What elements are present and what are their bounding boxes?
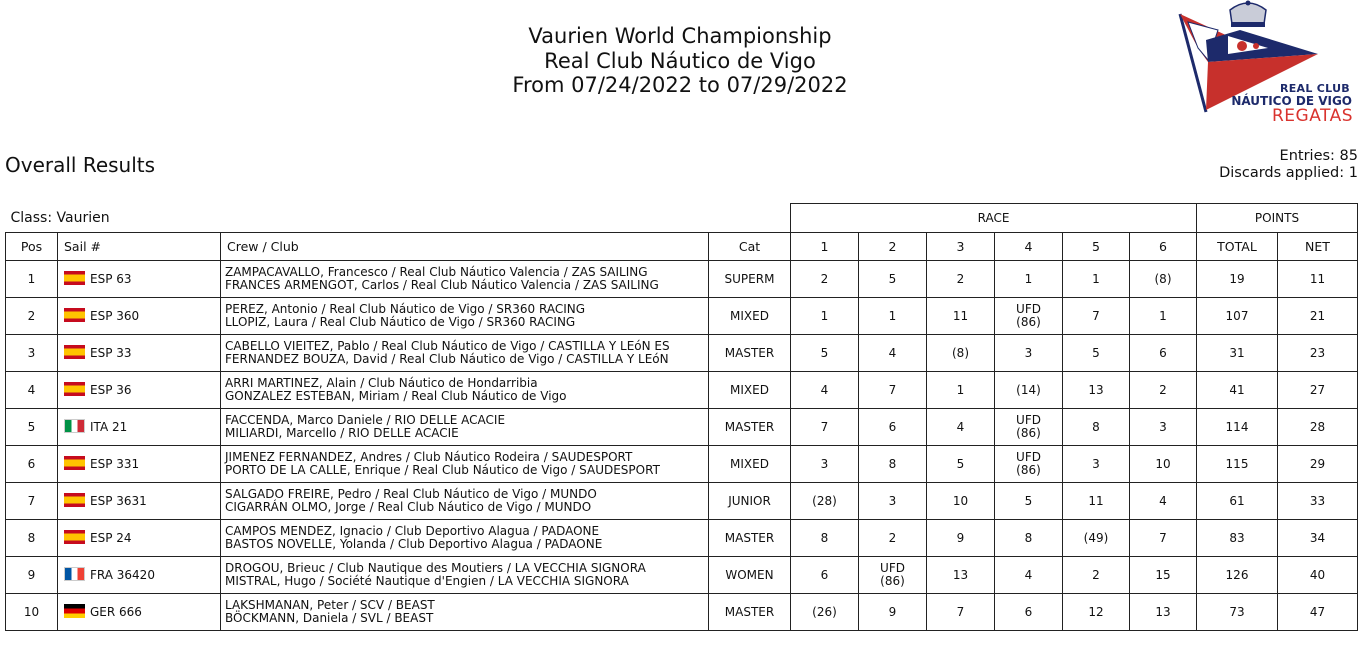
race-4-score	[995, 409, 1063, 446]
race-score-value: 7	[1092, 308, 1100, 323]
total-points-cell: 31	[1197, 335, 1278, 372]
sail-number: ITA 21	[90, 419, 128, 434]
race-3-score	[927, 409, 995, 446]
logo-text-real-club: REAL CLUB	[1279, 82, 1350, 95]
ita-flag-icon	[64, 419, 85, 433]
race-score-value: 6	[1159, 345, 1167, 360]
category-cell: SUPERM	[709, 261, 791, 298]
esp-flag-icon	[64, 271, 85, 285]
race-4-score	[995, 298, 1063, 335]
race-score-value: (8)	[952, 345, 969, 360]
table-row	[6, 557, 1358, 594]
total-points-cell: 83	[1197, 520, 1278, 557]
race-score-value: UFD	[880, 561, 905, 575]
total-points-cell: 19	[1197, 261, 1278, 298]
race-score-value: 3	[1159, 419, 1167, 434]
race-score-value: 8	[1024, 530, 1033, 545]
sail-cell	[58, 335, 221, 372]
race-2-score	[859, 557, 927, 594]
race-6-score	[1130, 298, 1197, 335]
race-6-score	[1130, 594, 1197, 631]
race-1-score	[791, 335, 859, 372]
race-2-score	[859, 520, 927, 557]
race-6-score	[1130, 520, 1197, 557]
race-score-value: 13	[1155, 604, 1171, 619]
table-row	[6, 335, 1358, 372]
race-1-score	[791, 446, 859, 483]
category-cell: MIXED	[709, 372, 791, 409]
race-2-score	[859, 298, 927, 335]
col-pos: Pos	[6, 233, 58, 261]
race-score-value: 7	[956, 604, 965, 619]
race-1-score	[791, 261, 859, 298]
net-points-cell: 47	[1278, 594, 1358, 631]
crew-name: BÖCKMANN, Daniela / SVL / BEAST	[225, 611, 434, 625]
crew-name: MILIARDI, Marcello / RIO DELLE ACACIE	[225, 426, 459, 440]
table-row	[6, 372, 1358, 409]
position-cell: 3	[6, 335, 58, 372]
table-row	[6, 446, 1358, 483]
race-score-value: UFD	[1016, 302, 1041, 316]
title-line-2: Real Club Náutico de Vigo	[544, 48, 816, 73]
category-cell: MASTER	[709, 520, 791, 557]
helm-name: PEREZ, Antonio / Real Club Náutico de Vigo / SR360 RACING	[225, 302, 586, 316]
helm-name: ARRI MARTINEZ, Alain / Club Náutico de Hondarribia	[225, 376, 538, 390]
race-score-value: 1	[1092, 271, 1100, 286]
sail-cell	[58, 409, 221, 446]
helm-name: CABELLO VIEITEZ, Pablo / Real Club Náutico de Vigo / CASTILLA Y LEóN ES	[225, 339, 670, 353]
race-score-value: 5	[820, 345, 829, 360]
col-race-1: 1	[791, 233, 859, 261]
race-6-score	[1130, 335, 1197, 372]
race-2-score	[859, 261, 927, 298]
race-score-value: (49)	[1083, 530, 1109, 545]
helm-name: ZAMPACAVALLO, Francesco / Real Club Náutico Valencia / ZAS SAILING	[225, 265, 648, 279]
esp-flag-icon	[64, 382, 85, 396]
sail-number: ESP 63	[90, 271, 132, 286]
race-1-score	[791, 594, 859, 631]
col-sail: Sail #	[58, 233, 221, 261]
table-row	[6, 298, 1358, 335]
sail-number: ESP 24	[90, 530, 132, 545]
race-2-score	[859, 409, 927, 446]
race-4-score	[995, 261, 1063, 298]
results-meta	[1219, 148, 1358, 181]
crew-cell	[221, 409, 709, 446]
col-net: NET	[1278, 233, 1358, 261]
race-score-penalty: (86)	[880, 574, 905, 588]
crew-name: FERNANDEZ BOUZA, David / Real Club Náutico de Vigo / CASTILLA Y LEóN	[225, 352, 669, 366]
crew-cell	[221, 298, 709, 335]
total-points-cell: 115	[1197, 446, 1278, 483]
col-race-4: 4	[995, 233, 1063, 261]
race-score-value: 7	[888, 382, 897, 397]
esp-flag-icon	[64, 308, 85, 322]
crew-cell	[221, 557, 709, 594]
position-cell: 10	[6, 594, 58, 631]
race-score-value: 12	[1088, 604, 1104, 619]
category-cell: MASTER	[709, 594, 791, 631]
race-score-value: 11	[952, 308, 969, 323]
esp-flag-icon	[64, 493, 85, 507]
race-4-score	[995, 594, 1063, 631]
race-2-score	[859, 446, 927, 483]
race-5-score	[1063, 557, 1130, 594]
total-points-cell: 41	[1197, 372, 1278, 409]
race-3-score	[927, 557, 995, 594]
race-1-score	[791, 372, 859, 409]
race-score-value: 5	[956, 456, 965, 471]
race-5-score	[1063, 409, 1130, 446]
position-cell: 7	[6, 483, 58, 520]
category-cell: MASTER	[709, 409, 791, 446]
race-score-value: (26)	[812, 604, 837, 619]
race-score-value: 3	[820, 456, 829, 471]
race-score-value: 6	[820, 567, 829, 582]
race-score-value: 4	[1159, 493, 1167, 508]
race-group-header: RACE	[791, 204, 1197, 233]
race-score-value: 8	[820, 530, 829, 545]
race-score-value: 3	[1092, 456, 1100, 471]
race-3-score	[927, 298, 995, 335]
club-logo	[1168, 0, 1364, 130]
total-points-cell: 114	[1197, 409, 1278, 446]
table-row	[6, 409, 1358, 446]
category-cell: MIXED	[709, 298, 791, 335]
total-points-cell: 107	[1197, 298, 1278, 335]
group-header-row	[6, 204, 1358, 233]
crew-name: MISTRAL, Hugo / Société Nautique d'Engien / LA VECCHIA SIGNORA	[225, 574, 629, 588]
race-score-value: 7	[1159, 530, 1167, 545]
race-score-value: 8	[888, 456, 897, 471]
net-points-cell: 33	[1278, 483, 1358, 520]
crew-cell	[221, 594, 709, 631]
position-cell: 8	[6, 520, 58, 557]
race-score-value: 4	[888, 345, 897, 360]
race-score-value: 2	[888, 530, 897, 545]
net-points-cell: 21	[1278, 298, 1358, 335]
race-6-score	[1130, 409, 1197, 446]
crew-cell	[221, 261, 709, 298]
race-score-value: 1	[1024, 271, 1033, 286]
fra-flag-icon	[64, 567, 85, 581]
race-1-score	[791, 483, 859, 520]
col-race-5: 5	[1063, 233, 1130, 261]
race-5-score	[1063, 483, 1130, 520]
race-score-value: 4	[820, 382, 829, 397]
total-points-cell: 73	[1197, 594, 1278, 631]
race-5-score	[1063, 298, 1130, 335]
ger-flag-icon	[64, 604, 85, 618]
sail-number: ESP 331	[90, 456, 140, 471]
race-1-score	[791, 520, 859, 557]
race-score-value: 8	[1092, 419, 1100, 434]
crew-name: BASTOS NOVELLE, Yolanda / Club Deportivo Alagua / PADAONE	[225, 537, 603, 551]
race-score-value: (28)	[812, 493, 837, 508]
sail-number: ESP 36	[90, 382, 132, 397]
column-header-row	[6, 233, 1358, 261]
title-line-1: Vaurien World Championship	[528, 24, 832, 48]
race-5-score	[1063, 261, 1130, 298]
entries-count: Entries: 85	[1279, 148, 1358, 164]
esp-flag-icon	[64, 530, 85, 544]
race-5-score	[1063, 335, 1130, 372]
points-group-header: POINTS	[1197, 204, 1358, 233]
class-label: Class: Vaurien	[10, 209, 110, 226]
category-cell: MASTER	[709, 335, 791, 372]
sail-cell	[58, 298, 221, 335]
helm-name: CAMPOS MENDEZ, Ignacio / Club Deportivo Alagua / PADAONE	[225, 524, 600, 538]
race-score-value: UFD	[1016, 450, 1041, 464]
esp-flag-icon	[64, 456, 85, 470]
col-crew: Crew / Club	[221, 233, 709, 261]
race-score-value: 15	[1155, 567, 1171, 582]
crew-cell	[221, 520, 709, 557]
race-3-score	[927, 520, 995, 557]
race-1-score	[791, 298, 859, 335]
race-3-score	[927, 594, 995, 631]
helm-name: DROGOU, Brieuc / Club Nautique des Moutiers / LA VECCHIA SIGNORA	[225, 561, 646, 575]
sail-cell	[58, 520, 221, 557]
category-cell: JUNIOR	[709, 483, 791, 520]
crew-name: GONZALEZ ESTEBAN, Miriam / Real Club Náutico de Vigo	[225, 389, 567, 403]
crew-name: LLOPIZ, Laura / Real Club Náutico de Vigo / SR360 RACING	[225, 315, 576, 329]
col-race-3: 3	[927, 233, 995, 261]
position-cell: 2	[6, 298, 58, 335]
total-points-cell: 126	[1197, 557, 1278, 594]
race-1-score	[791, 409, 859, 446]
crew-cell	[221, 335, 709, 372]
helm-name: FACCENDA, Marco Daniele / RIO DELLE ACACIE	[225, 413, 506, 427]
race-score-value: 9	[888, 604, 897, 619]
race-score-value: 11	[1088, 493, 1104, 508]
race-2-score	[859, 594, 927, 631]
net-points-cell: 11	[1278, 261, 1358, 298]
category-cell: MIXED	[709, 446, 791, 483]
results-table	[5, 203, 1358, 631]
sail-number: FRA 36420	[90, 567, 155, 582]
sail-cell	[58, 446, 221, 483]
race-score-value: (14)	[1016, 382, 1041, 397]
race-2-score	[859, 372, 927, 409]
crew-name: FRANCES ARMENGOT, Carlos / Real Club Náutico Valencia / ZAS SAILING	[225, 278, 659, 292]
col-total: TOTAL	[1197, 233, 1278, 261]
category-cell: WOMEN	[709, 557, 791, 594]
esp-flag-icon	[64, 345, 85, 359]
col-race-6: 6	[1130, 233, 1197, 261]
table-row	[6, 483, 1358, 520]
position-cell: 5	[6, 409, 58, 446]
sail-number: ESP 33	[90, 345, 132, 360]
race-3-score	[927, 483, 995, 520]
document-title	[430, 24, 930, 98]
race-score-penalty: (86)	[1016, 463, 1041, 477]
race-score-value: 3	[1024, 345, 1033, 360]
race-3-score	[927, 372, 995, 409]
race-score-value: 6	[1024, 604, 1033, 619]
race-6-score	[1130, 261, 1197, 298]
helm-name: SALGADO FREIRE, Pedro / Real Club Náutico de Vigo / MUNDO	[225, 487, 597, 501]
race-2-score	[859, 335, 927, 372]
race-score-value: 4	[956, 419, 965, 434]
race-score-value: 2	[1159, 382, 1167, 397]
race-6-score	[1130, 483, 1197, 520]
logo-text-nautico: NÁUTICO DE VIGO	[1231, 94, 1352, 108]
race-score-value: 1	[888, 308, 897, 323]
race-score-value: 3	[888, 493, 897, 508]
race-5-score	[1063, 372, 1130, 409]
race-score-value: 2	[820, 271, 829, 286]
sail-cell	[58, 372, 221, 409]
crew-cell	[221, 372, 709, 409]
race-score-value: (8)	[1154, 271, 1172, 286]
crew-name: CIGARRÁN OLMO, Jorge / Real Club Náutico de Vigo / MUNDO	[225, 500, 592, 514]
col-cat: Cat	[709, 233, 791, 261]
race-score-value: 5	[1092, 345, 1100, 360]
race-score-value: 4	[1024, 567, 1033, 582]
race-score-value: 2	[1092, 567, 1100, 582]
table-row	[6, 594, 1358, 631]
sail-number: ESP 3631	[90, 493, 147, 508]
sail-number: ESP 360	[90, 308, 140, 323]
race-5-score	[1063, 520, 1130, 557]
race-score-value: 1	[1159, 308, 1167, 323]
race-4-score	[995, 520, 1063, 557]
sail-cell	[58, 483, 221, 520]
sail-cell	[58, 557, 221, 594]
crew-cell	[221, 446, 709, 483]
section-title: Overall Results	[5, 153, 156, 177]
position-cell: 9	[6, 557, 58, 594]
title-line-3: From 07/24/2022 to 07/29/2022	[512, 73, 848, 97]
race-6-score	[1130, 446, 1197, 483]
position-cell: 4	[6, 372, 58, 409]
net-points-cell: 29	[1278, 446, 1358, 483]
race-score-penalty: (86)	[1016, 315, 1041, 329]
race-score-value: 10	[952, 493, 969, 508]
race-3-score	[927, 446, 995, 483]
race-score-value: UFD	[1016, 413, 1041, 427]
race-score-value: 5	[888, 271, 897, 286]
race-score-value: 5	[1024, 493, 1033, 508]
sail-cell	[58, 594, 221, 631]
sail-number: GER 666	[90, 604, 142, 619]
race-score-value: 7	[820, 419, 829, 434]
race-5-score	[1063, 446, 1130, 483]
race-5-score	[1063, 594, 1130, 631]
position-cell: 1	[6, 261, 58, 298]
helm-name: JIMENEZ FERNANDEZ, Andres / Club Náutico Rodeira / SAUDESPORT	[225, 450, 633, 464]
race-3-score	[927, 261, 995, 298]
race-6-score	[1130, 372, 1197, 409]
crew-cell	[221, 483, 709, 520]
race-score-value: 6	[888, 419, 897, 434]
race-score-value: 2	[956, 271, 965, 286]
race-score-value: 9	[956, 530, 965, 545]
net-points-cell: 28	[1278, 409, 1358, 446]
total-points-cell: 61	[1197, 483, 1278, 520]
position-cell: 6	[6, 446, 58, 483]
race-1-score	[791, 557, 859, 594]
race-4-score	[995, 557, 1063, 594]
crew-name: PORTO DE LA CALLE, Enrique / Real Club Náutico de Vigo / SAUDESPORT	[225, 463, 660, 477]
race-2-score	[859, 483, 927, 520]
race-4-score	[995, 483, 1063, 520]
col-race-2: 2	[859, 233, 927, 261]
crown-icon	[1230, 1, 1266, 28]
net-points-cell: 27	[1278, 372, 1358, 409]
race-3-score	[927, 335, 995, 372]
race-6-score	[1130, 557, 1197, 594]
table-row	[6, 261, 1358, 298]
race-4-score	[995, 446, 1063, 483]
helm-name: LAKSHMANAN, Peter / SCV / BEAST	[225, 598, 435, 612]
net-points-cell: 34	[1278, 520, 1358, 557]
race-score-value: 13	[952, 567, 969, 582]
race-score-penalty: (86)	[1016, 426, 1041, 440]
race-4-score	[995, 372, 1063, 409]
race-score-value: 1	[956, 382, 965, 397]
table-row	[6, 520, 1358, 557]
race-score-value: 10	[1155, 456, 1171, 471]
logo-text-regatas: REGATAS	[1271, 106, 1353, 126]
net-points-cell: 40	[1278, 557, 1358, 594]
race-score-value: 13	[1088, 382, 1104, 397]
sail-cell	[58, 261, 221, 298]
race-score-value: 1	[820, 308, 829, 323]
net-points-cell: 23	[1278, 335, 1358, 372]
results-body	[6, 261, 1358, 631]
race-4-score	[995, 335, 1063, 372]
discards-applied: Discards applied: 1	[1219, 164, 1358, 181]
